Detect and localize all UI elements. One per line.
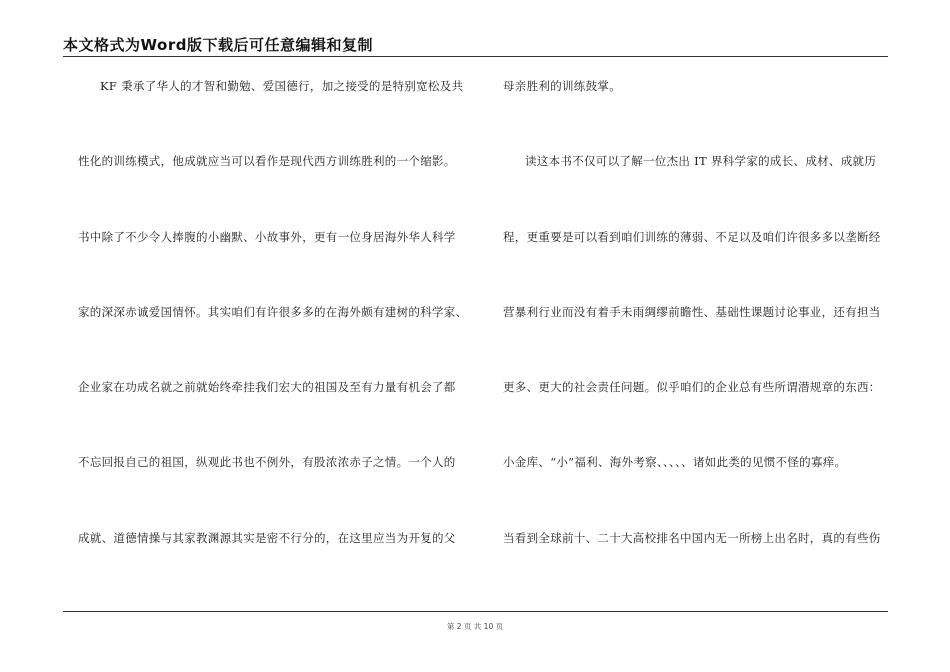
- text-line: 家的深深赤诚爱国情怀。其实咱们有许很多多的在海外颇有建树的科学家、: [78, 304, 468, 319]
- text-line: 不忘回报自己的祖国，纵观此书也不例外，有股浓浓赤子之情。一个人的: [78, 455, 456, 470]
- footer-rule: [63, 611, 888, 612]
- header-rule: [63, 56, 888, 57]
- text-line: 营暴利行业而没有着手未雨绸缪前瞻性、基础性课题讨论事业，还有担当: [503, 304, 881, 319]
- document-header: 本文格式为Word版下载后可任意编辑和复制: [63, 36, 373, 54]
- text-line: KF 秉承了华人的才智和勤勉、爱国德行，加之接受的是特别宽松及共: [100, 79, 464, 93]
- text-line: 母亲胜利的训练鼓掌。: [503, 79, 621, 93]
- text-line: 程，更重要是可以看到咱们训练的薄弱、不足以及咱们许很多多以垄断经: [503, 229, 881, 244]
- text-line: 书中除了不少令人捧腹的小幽默、小故事外，更有一位身居海外华人科学: [78, 229, 456, 244]
- text-line: 小金库、“小”福利、海外考察、、、、、诸如此类的见惯不怪的寡痒。: [503, 455, 847, 470]
- right-column: [503, 76, 888, 548]
- left-column: [78, 76, 468, 548]
- page-number: 第 2 页 共 10 页: [446, 622, 504, 631]
- text-line: 性化的训练模式，他成就应当可以看作是现代西方训练胜利的一个缩影。: [78, 154, 456, 169]
- text-line: 读这本书不仅可以了解一位杰出 IT 界科学家的成长、成材、成就历: [525, 154, 877, 169]
- text-line: 成就、道德情操与其家教渊源其实是密不行分的，在这里应当为开复的父: [78, 530, 456, 545]
- text-line: 更多、更大的社会责任问题。似乎咱们的企业总有些所谓潜规章的东西：: [503, 380, 881, 395]
- text-line: 企业家在功成名就之前就始终牵挂我们宏大的祖国及至有力量有机会了都: [78, 380, 456, 395]
- text-line: 当看到全球前十、二十大高校排名中国内无一所榜上出名时，真的有些伤: [503, 530, 881, 545]
